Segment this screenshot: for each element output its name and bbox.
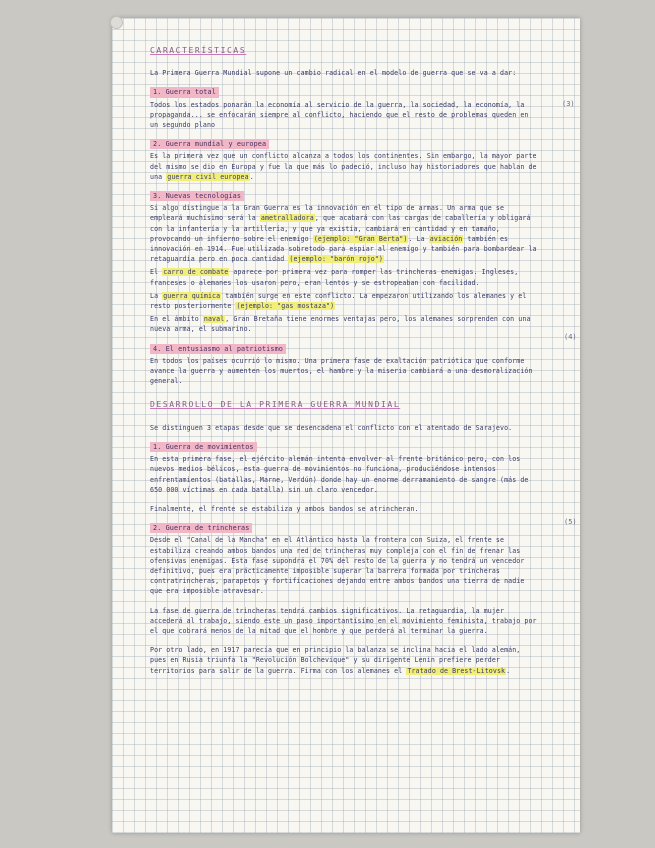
highlight: (ejemplo: "barón rojo") (289, 255, 383, 264)
stage-text: Desde el "Canal de la Mancha" en el Atlántico hasta la frontera con Suiza, el frente se estabiliza creando ambos bandos una red de trincheras muy compleja con el fin de frenar las ofensivas enemigas. Esta fase supondrá el 70% del resto de la guerra y no tendrá un vencedor definitivo, pues era prácticamente imposible superar la barrera formada por trincheras contratrincheras, parapetos y fortificaciones dejando entre ambos bandos una tierra de nadie que era imposible atravesar. (150, 536, 525, 596)
tech-paragraph-4 (150, 314, 540, 334)
punch-hole (110, 16, 123, 29)
intro-text: La Primera Guerra Mundial supone un cambio radical en el modelo de guerra que se va a dar: (150, 69, 517, 78)
text-run: Si algo distingue a la Gran Guerra es la innovación en el tipo de armas. Un arma que se empleará muchísimo será la (150, 204, 505, 223)
feature-text: En todos los países ocurrió lo mismo. Una primera fase de exaltación patriótica que conforme avance la guerra y aumenten los muertos, el hambre y la miseria cambiará a una desmoralización general. (150, 356, 533, 386)
text-run: Es la primera vez que un conflicto alcanza a todos los continentes. Sin embargo, la mayor parte del mismo se dio en Europa y fue la que más lo padeció, incluso hay historiadores que hablan de una (150, 152, 537, 181)
section2-title: DESARROLLO DE LA PRIMERA GUERRA MUNDIAL (150, 400, 401, 410)
page-content (150, 46, 540, 679)
section2-intro: Se distinguen 3 etapas desde que se desencadena el conflicto con el atentado de Sarajevo. (150, 423, 513, 432)
text-run: Por otro lado, en 1917 parecía que en principio la balanza se inclina hacia el lado alemán, pues en Rusia triunfa la "Revolución Bolchevique" y su dirigente Lenin prefiere perder territorios para salir de la guerra. Firma con los alemanes el (150, 646, 521, 675)
margin-note: (5) (564, 518, 577, 526)
section-title: CARACTERÍSTICAS (150, 46, 247, 55)
margin-note: (3) (562, 100, 575, 108)
text-run: . (506, 666, 511, 675)
feature-heading: 2. Guerra mundial y europea (150, 139, 269, 149)
feature-heading: 4. El entusiasmo al patriotismo (150, 344, 286, 354)
stage-text: La fase de guerra de trincheras tendrá cambios significativos. La retaguardia, la mujer accederá al trabajo, siendo este un paso importantísimo en el movimiento feminista, trabajo por el que cobrará menos de la mitad que el hombre y que perderá al terminar la guerra. (150, 606, 537, 635)
highlight: guerra química (163, 291, 221, 300)
text-run: . (249, 172, 254, 181)
feature-heading: 3. Nuevas tecnologías (150, 191, 244, 201)
text-run: En el ámbito (150, 315, 199, 324)
notebook-page (112, 18, 580, 833)
feature-3 (150, 185, 540, 335)
stage-text: Finalmente, el frente se estabiliza y ambos bandos se atrincheran. (150, 504, 419, 513)
text-run: también surge en este conflicto. La empezaron utilizando los alemanes y el resto posteriormente (150, 291, 527, 311)
text-run: . La (408, 234, 425, 243)
stage-heading: 1. Guerra de movimientos (150, 442, 257, 452)
text-run: El (150, 268, 159, 277)
feature-2 (150, 133, 540, 182)
tech-paragraph-3 (150, 291, 540, 311)
highlight: carro de combate (163, 268, 229, 277)
highlight: naval (203, 315, 225, 324)
tech-paragraph-1 (150, 203, 540, 264)
feature-text (150, 151, 540, 182)
stage-text (150, 645, 540, 676)
text-run: La (150, 291, 159, 300)
text-run: , Gran Bretaña tiene enormes ventajas pero, los alemanes sorprenden con una nueva arma, el submarino. (150, 315, 531, 334)
tech-paragraph-2 (150, 267, 540, 287)
stage-text: En esta primera fase, el ejército alemán intenta envolver al frente británico pero, con los nuevos medios bélicos, esta guerra de movimientos no funciona, produciéndose intensos enfrentamientos (batallas, Marne, Verdún) donde hay un enorme derramamiento de sangre (más de 650 000 víctimas en cada batalla) sin un claro vencedor. (150, 455, 529, 494)
highlight: (ejemplo: "Gran Berta") (313, 234, 408, 243)
text-run: , que acabará con las cargas de caballería y obligará con la infantería y la artillería, y que ya existía, cambiará en cantidad y en tamaño, provocando un infierno sobre el enemigo (150, 214, 531, 243)
highlight: (ejemplo: "gas mostaza") (236, 302, 335, 311)
text-run: aparece por primera vez para romper las trincheras enemigas. Ingleses, franceses o alemanes los usaron pero, eran lentos y se estropeaban con facilidad. (150, 268, 519, 287)
feature-4 (150, 338, 540, 387)
feature-heading: 1. Guerra total (150, 87, 219, 97)
highlight: aviación (429, 234, 463, 243)
feature-text: Todos los estados ponarán la economía al servicio de la guerra, la sociedad, la economía, la propaganda... se enfocarán siempre al conflicto, haciendo que el resto de problemas queden en un segundo plano (150, 100, 529, 130)
margin-note: (4) (564, 333, 577, 341)
highlight: Tratado de Brest-Litovsk (407, 666, 506, 675)
stage-heading: 2. Guerra de trincheras (150, 523, 252, 533)
highlight: ametralladora (260, 214, 314, 223)
highlight: guerra civil europea (167, 172, 249, 181)
text-run: también es innovación en 1914. Fue utilizada sobretodo para espiar al enemigo y también para bombardear la retaguardia pero en poca cantidad (150, 234, 537, 264)
feature-1 (150, 81, 540, 130)
